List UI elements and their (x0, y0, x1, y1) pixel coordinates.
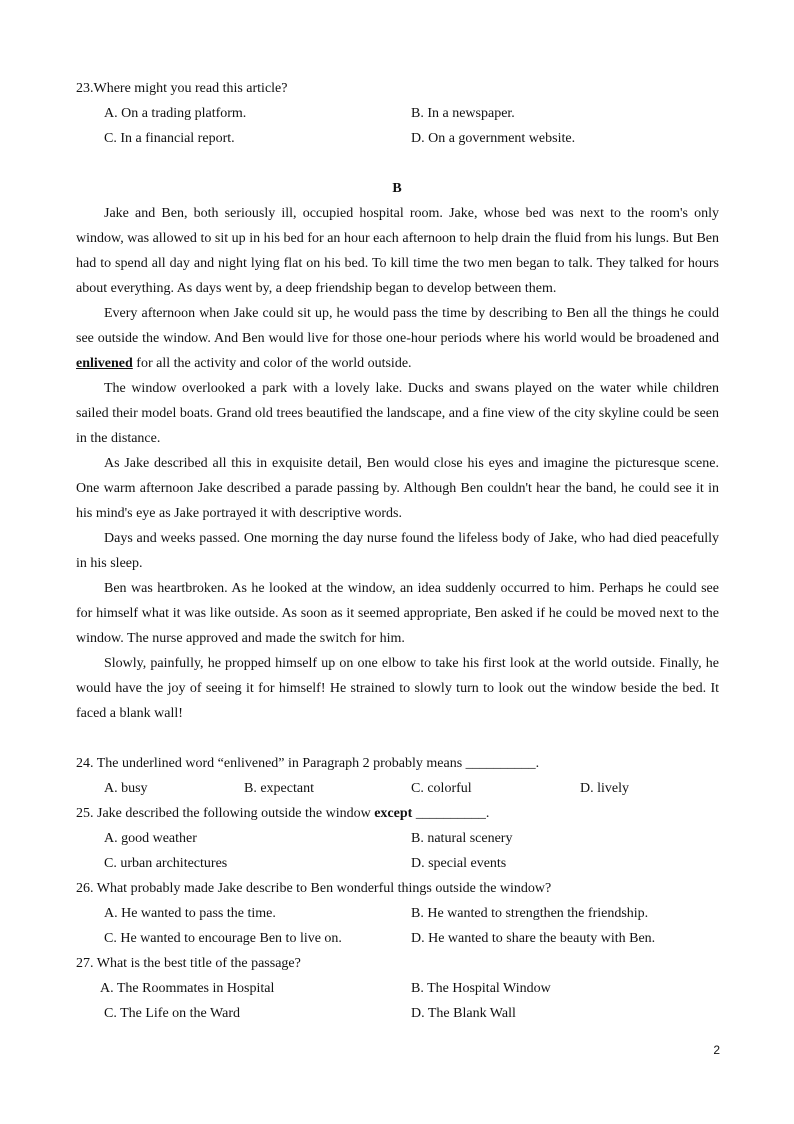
passage-p1-line3: had to spend all day and night lying flat on his bed. To kill time the two men began to talk. They talked for hours (76, 256, 719, 271)
q25-option-c: C. urban architectures (104, 856, 228, 871)
section-title: B (392, 181, 402, 196)
q25-stem-emphasis: except (374, 806, 413, 821)
underlined-word-enlivened: enlivened (76, 356, 133, 371)
q27-option-d: D. The Blank Wall (411, 1006, 516, 1021)
q24-option-d: D. lively (580, 781, 629, 796)
passage-p1-line1: Jake and Ben, both seriously ill, occupied hospital room. Jake, whose bed was next to the room's only (104, 206, 719, 221)
passage-p7-line3: faced a blank wall! (76, 706, 183, 721)
q27-option-c: C. The Life on the Ward (104, 1006, 240, 1021)
q27-option-a: A. The Roommates in Hospital (100, 981, 275, 996)
passage-p7-line1: Slowly, painfully, he propped himself up on one elbow to take his first look at the world outside. Finally, he (104, 656, 719, 671)
q23-option-b: B. In a newspaper. (411, 106, 515, 121)
passage-p7-line2: would have the joy of seeing it for himself! He strained to slowly turn to look out the window beside the bed. It (76, 681, 719, 696)
passage-p2-line1: Every afternoon when Jake could sit up, he would pass the time by describing to Ben all the things he could (104, 306, 719, 321)
passage-p5-line2: in his sleep. (76, 556, 143, 571)
q26-option-c: C. He wanted to encourage Ben to live on. (104, 931, 342, 946)
q24-stem: 24. The underlined word “enlivened” in Paragraph 2 probably means __________. (76, 756, 540, 771)
passage-p5-line1: Days and weeks passed. One morning the day nurse found the lifeless body of Jake, who had died peacefully (104, 531, 719, 546)
q27-option-b: B. The Hospital Window (411, 981, 551, 996)
passage-p4-line3: his mind's eye as Jake portrayed it with descriptive words. (76, 506, 403, 521)
passage-p3-line3: in the distance. (76, 431, 161, 446)
passage-p3-line1: The window overlooked a park with a lovely lake. Ducks and swans played on the water while children (104, 381, 719, 396)
q25-stem-text: 25. Jake described the following outside the window (76, 806, 375, 821)
q26-stem: 26. What probably made Jake describe to Ben wonderful things outside the window? (76, 881, 552, 896)
q24-option-a: A. busy (104, 781, 148, 796)
q27-stem: 27. What is the best title of the passage? (76, 956, 301, 971)
q23-option-a: A. On a trading platform. (104, 106, 247, 121)
page-number: 2 (713, 1043, 720, 1057)
q23-stem: 23.Where might you read this article? (76, 81, 288, 96)
q26-option-d: D. He wanted to share the beauty with Ben. (411, 931, 656, 946)
q23-option-d: D. On a government website. (411, 131, 576, 146)
passage-p6-line1: Ben was heartbroken. As he looked at the window, an idea suddenly occurred to him. Perhaps he could see (104, 581, 719, 596)
passage-p2-line2: see outside the window. And Ben would live for those one-hour periods where his world would be broadened and (76, 331, 719, 346)
q25-stem (76, 805, 719, 823)
passage-p3-line2: sailed their model boats. Grand old trees beautified the landscape, and a fine view of the city skyline could be seen (76, 406, 719, 421)
q24-option-b: B. expectant (244, 781, 314, 796)
q24-option-c: C. colorful (411, 781, 472, 796)
passage-p4-line1: As Jake described all this in exquisite detail, Ben would close his eyes and imagine the picturesque scene. (104, 456, 719, 471)
passage-p1-line4: about everything. As days went by, a deep friendship began to develop between them. (76, 281, 557, 296)
q26-option-a: A. He wanted to pass the time. (104, 906, 276, 921)
q25-option-d: D. special events (411, 856, 507, 871)
passage-p2-line3 (76, 355, 719, 373)
q25-option-a: A. good weather (104, 831, 197, 846)
passage-p2-line3-rest: for all the activity and color of the world outside. (132, 356, 412, 371)
passage-p6-line3: window. The nurse approved and made the switch for him. (76, 631, 405, 646)
q25-option-b: B. natural scenery (411, 831, 513, 846)
q23-option-c: C. In a financial report. (104, 131, 235, 146)
passage-p6-line2: for himself what it was like outside. As soon as it seemed appropriate, Ben asked if he could be moved next to the (76, 606, 719, 621)
passage-p1-line2: window, was allowed to sit up in his bed for an hour each afternoon to help drain the fluid from his lungs. But Ben (76, 231, 719, 246)
passage-p4-line2: One warm afternoon Jake described a parade passing by. Although Ben couldn't hear the band, he could see it in (76, 481, 719, 496)
q26-option-b: B. He wanted to strengthen the friendship. (411, 906, 649, 921)
q25-stem-blank: __________. (412, 806, 490, 821)
